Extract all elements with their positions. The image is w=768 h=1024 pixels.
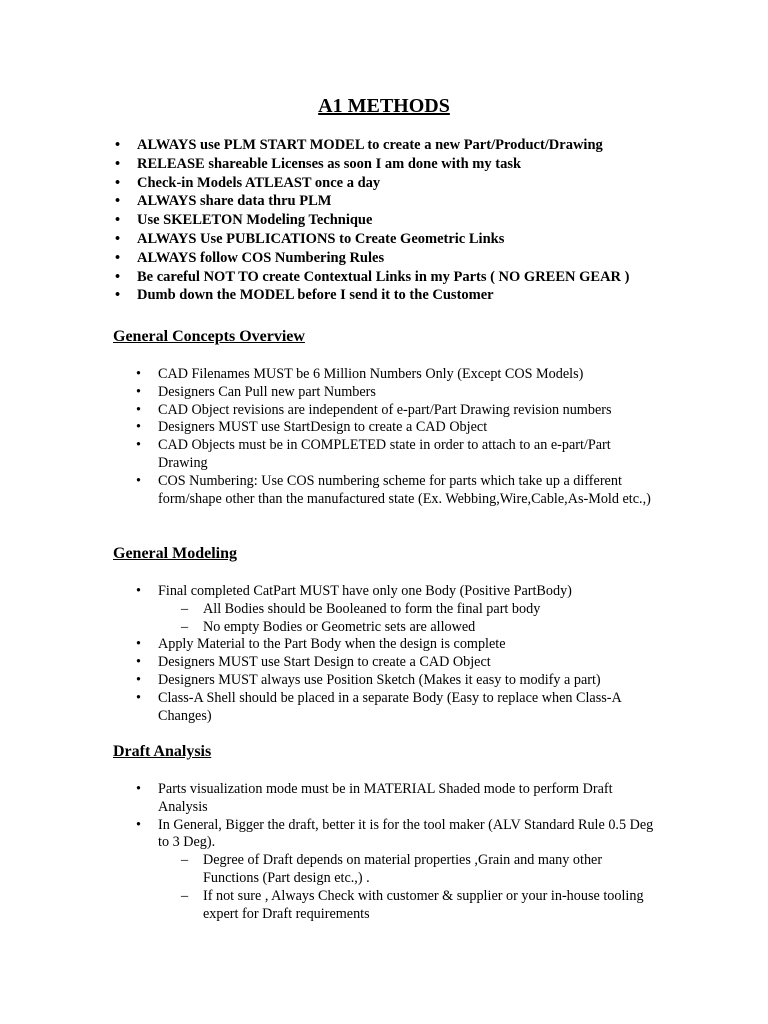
list-item: • Designers MUST use StartDesign to create a CAD Object — [136, 419, 656, 437]
list-item: • COS Numbering: Use COS numbering scheme for parts which take up a different form/shape other than the manufactured state (Ex. Webbing,Wire,Cable,As-Mold etc.,) — [136, 473, 656, 509]
rules-list — [115, 136, 755, 305]
list-item: • ALWAYS follow COS Numbering Rules — [115, 249, 755, 268]
page-title: A1 METHODS — [318, 95, 450, 117]
list-item: • Dumb down the MODEL before I send it to the Customer — [115, 286, 755, 305]
list-item: • Designers MUST always use Position Sketch (Makes it easy to modify a part) — [136, 672, 656, 690]
draft-list — [136, 781, 656, 923]
list-item: • ALWAYS share data thru PLM — [115, 192, 755, 211]
list-item: • CAD Filenames MUST be 6 Million Numbers Only (Except COS Models) — [136, 366, 656, 384]
list-item: • ALWAYS use PLM START MODEL to create a new Part/Product/Drawing — [115, 136, 755, 155]
list-item: • CAD Objects must be in COMPLETED state in order to attach to an e-part/Part Drawing — [136, 437, 656, 473]
list-sub-item: – No empty Bodies or Geometric sets are allowed — [136, 619, 656, 637]
list-sub-item: – If not sure , Always Check with customer & supplier or your in-house tooling expert for Draft requirements — [136, 888, 656, 924]
list-item: • Class-A Shell should be placed in a separate Body (Easy to replace when Class-A Changes) — [136, 690, 656, 726]
section-heading-concepts: General Concepts Overview — [113, 328, 305, 345]
section-heading-draft: Draft Analysis — [113, 743, 212, 760]
modeling-list — [136, 583, 656, 725]
list-item: • ALWAYS Use PUBLICATIONS to Create Geometric Links — [115, 230, 755, 249]
list-item: • CAD Object revisions are independent of e-part/Part Drawing revision numbers — [136, 402, 656, 420]
list-item: • Final completed CatPart MUST have only one Body (Positive PartBody) — [136, 583, 656, 601]
list-item: • Use SKELETON Modeling Technique — [115, 211, 755, 230]
list-item: • Designers MUST use Start Design to create a CAD Object — [136, 654, 656, 672]
section-heading-modeling: General Modeling — [113, 545, 237, 562]
list-item: • Be careful NOT TO create Contextual Links in my Parts ( NO GREEN GEAR ) — [115, 268, 755, 287]
list-sub-item: – All Bodies should be Booleaned to form the final part body — [136, 601, 656, 619]
list-sub-item: – Degree of Draft depends on material properties ,Grain and many other Functions (Part design etc.,) . — [136, 852, 656, 888]
list-item: • Check-in Models ATLEAST once a day — [115, 174, 755, 193]
list-item: • Apply Material to the Part Body when the design is complete — [136, 636, 656, 654]
list-item: • Designers Can Pull new part Numbers — [136, 384, 656, 402]
list-item: • In General, Bigger the draft, better it is for the tool maker (ALV Standard Rule 0.5 Deg to 3 Deg). — [136, 817, 656, 853]
list-item: • Parts visualization mode must be in MATERIAL Shaded mode to perform Draft Analysis — [136, 781, 656, 817]
concepts-list — [136, 366, 656, 508]
list-item: • RELEASE shareable Licenses as soon I am done with my task — [115, 155, 755, 174]
